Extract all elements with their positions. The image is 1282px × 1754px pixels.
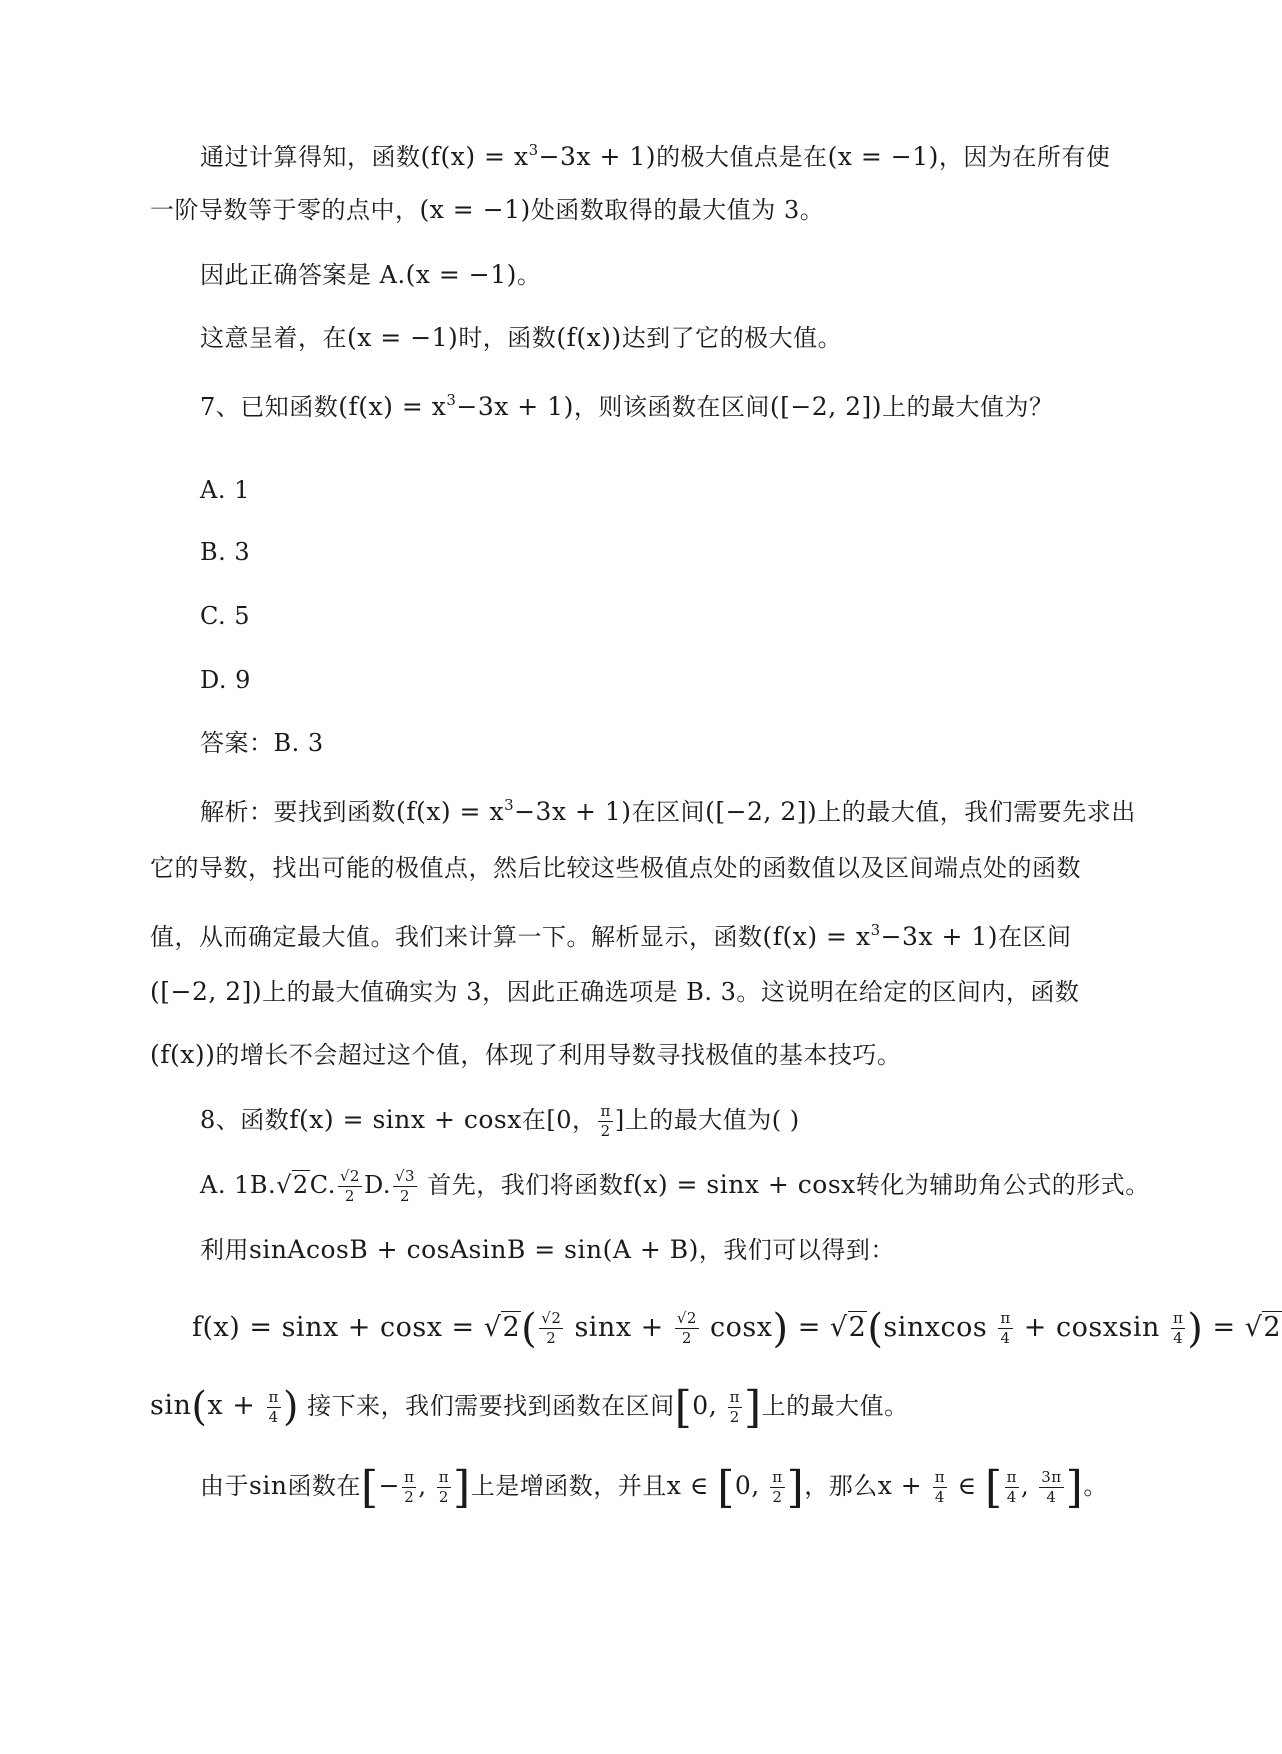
fraction: $\frac{\pi}{2}$ <box>404 1468 415 1506</box>
text: ]上的最大值为( ) <box>614 1106 800 1134</box>
math-expression: $(f(x) = x^3-3x + 1)$ <box>338 391 574 421</box>
text: ，我们可以得到： <box>698 1236 895 1264</box>
text: 由于 <box>200 1472 249 1500</box>
text: 8、函数 <box>200 1106 290 1134</box>
text: 的极大值点是在 <box>656 143 828 171</box>
math-expression: ([−2, 2]) <box>705 797 818 826</box>
sqrt-expression: √2 <box>483 1312 521 1343</box>
text: 首先，我们将函数 <box>419 1171 624 1199</box>
text: 7、已知函数 <box>200 393 339 421</box>
explanation-line <box>150 1035 901 1075</box>
paragraph-line <box>200 255 541 295</box>
math-expression: (x = −1) <box>827 142 939 171</box>
fraction: $\frac{\pi}{4}$ <box>1006 1468 1017 1506</box>
text: ，则该函数在区间 <box>573 393 770 421</box>
option-b: B. 3 <box>200 538 251 566</box>
paragraph-line <box>200 130 1110 177</box>
equation-text: f(x) = sinx + cosx = <box>192 1312 484 1343</box>
question-8 <box>200 1100 800 1140</box>
math-expression: ([−2, 2]) <box>769 392 883 421</box>
fraction: $\frac{\pi}{4}$ <box>934 1468 946 1506</box>
explanation-line <box>150 910 1072 957</box>
text: 上的最大值为？ <box>882 393 1054 421</box>
math-expression: sin <box>150 1390 192 1421</box>
explanation-line <box>200 785 1136 832</box>
text: ，因为在所有使 <box>938 143 1111 171</box>
math-expression: $(f(x) = x^3-3x + 1)$ <box>762 921 999 951</box>
option-text: D. <box>363 1171 391 1199</box>
fraction: $\frac{\pi}{2}$ <box>438 1468 450 1506</box>
text: 值，从而确定最大值。我们来计算一下。解析显示，函数 <box>150 923 763 951</box>
paragraph-line: 由于sin函数在[− $\frac{\pi}{2}$ , $\frac{\pi}{2}$ ]上是增函数，并且x ∈ [0, $\frac{\pi}{2}$ ]，那么x + $\frac{\pi}{4}$ ∈ [ $\frac{\pi}{4}$ , $\frac{3\pi}{4}$ ]。 <box>200 1462 1108 1513</box>
text: 时，函数 <box>458 324 557 352</box>
math-expression: f(x) = sinx + cosx <box>289 1105 522 1134</box>
math-expression: sin <box>249 1471 288 1500</box>
fraction: $\frac{\pi}{2}$ <box>772 1468 783 1506</box>
question-7 <box>200 380 1054 427</box>
fraction: $\frac{\pi}{4}$ <box>1172 1309 1184 1347</box>
option-c: C. 5 <box>200 602 251 630</box>
equation-line: f(x) = sinx + cosx = √2( $\frac{√2}{2}$ sinx + $\frac{√2}{2}$ cosx) = √2(sinxcos $\frac{\pi}{4}$ + cosxsin $\frac{\pi}{4}$ ) = √2 <box>192 1306 1282 1352</box>
text: 利用 <box>200 1236 249 1264</box>
option-text: A. 1B. <box>200 1171 277 1199</box>
text: 通过计算得知，函数 <box>200 143 421 171</box>
math-expression: (x = −1) <box>405 260 517 289</box>
text: 因此正确答案是 A. <box>200 261 406 289</box>
option-a: A. 1 <box>200 476 250 504</box>
text: 转化为辅助角公式的形式。 <box>855 1171 1150 1199</box>
text: 在区间 <box>998 923 1072 951</box>
explanation-line <box>150 972 1079 1012</box>
paragraph-line <box>150 190 824 230</box>
sqrt-expression: √2 <box>829 1312 867 1343</box>
fraction: $\frac{\pi}{4}$ <box>268 1388 279 1426</box>
sqrt-expression: √2 <box>276 1171 309 1199</box>
math-expression: (x = −1) <box>419 195 531 224</box>
solution-line <box>200 1230 895 1270</box>
fraction: $\frac{√2}{2}$ <box>339 1167 360 1205</box>
text: 上是增函数，并且 <box>470 1472 667 1500</box>
text: 函数在 <box>287 1472 361 1500</box>
text: 在[0， <box>521 1106 597 1134</box>
math-expression: sinAcosB + cosAsinB = sin(A + B) <box>249 1235 699 1264</box>
fraction: $\frac{√2}{2}$ <box>676 1309 697 1347</box>
text: 。 <box>516 261 542 289</box>
text: 。 <box>1083 1472 1108 1500</box>
text: ，那么 <box>804 1472 878 1500</box>
text: 上的最大值，我们需要先求出 <box>817 798 1136 826</box>
math-expression: $(f(x) = x^3-3x + 1)$ <box>396 796 632 826</box>
text: 这意呈着，在 <box>200 324 347 352</box>
fraction: $\frac{\pi}{2}$ <box>600 1102 611 1140</box>
fraction: $\frac{\pi}{2}$ <box>729 1388 740 1426</box>
math-expression: (x = −1) <box>347 323 459 352</box>
text: 一阶导数等于零的点中， <box>150 196 420 224</box>
text: 达到了它的极大值。 <box>621 324 843 352</box>
explanation-line: 它的导数，找出可能的极值点，然后比较这些极值点处的函数值以及区间端点处的函数 <box>150 854 1081 882</box>
option-text: C. <box>309 1171 336 1199</box>
fraction: $\frac{√3}{2}$ <box>394 1167 416 1205</box>
fraction: $\frac{√2}{2}$ <box>541 1309 562 1347</box>
text: 的增长不会超过这个值，体现了利用导数寻找极值的基本技巧。 <box>215 1041 902 1069</box>
sqrt-expression: √2 <box>1244 1312 1282 1343</box>
answer: 答案：B. 3 <box>200 729 324 757</box>
math-expression: ([−2, 2]) <box>150 977 263 1006</box>
text: 解析：要找到函数 <box>200 798 396 826</box>
paragraph-line <box>200 318 842 358</box>
text: 上的最大值确实为 3，因此正确选项是 B. 3。这说明在给定的区间内，函数 <box>262 978 1080 1006</box>
option-d: D. 9 <box>200 666 251 694</box>
math-expression: $(f(x) = x^3-3x + 1)$ <box>420 141 657 171</box>
text: 在区间 <box>631 798 706 826</box>
fraction: $\frac{3\pi}{4}$ <box>1041 1468 1062 1506</box>
text: 处函数取得的最大值为 3。 <box>530 196 825 224</box>
text: 上的最大值。 <box>761 1392 909 1420</box>
question-8-options <box>200 1165 1150 1205</box>
fraction: $\frac{\pi}{4}$ <box>1000 1309 1011 1347</box>
math-expression: (f(x)) <box>150 1040 216 1069</box>
math-expression: (f(x)) <box>556 323 622 352</box>
equation-line: sin(x + $\frac{\pi}{4}$ ) 接下来，我们需要找到函数在区间[0, $\frac{\pi}{2}$ ]上的最大值。 <box>150 1382 909 1433</box>
text: 接下来，我们需要找到函数在区间 <box>298 1392 675 1420</box>
math-expression: f(x) = sinx + cosx <box>623 1170 856 1199</box>
